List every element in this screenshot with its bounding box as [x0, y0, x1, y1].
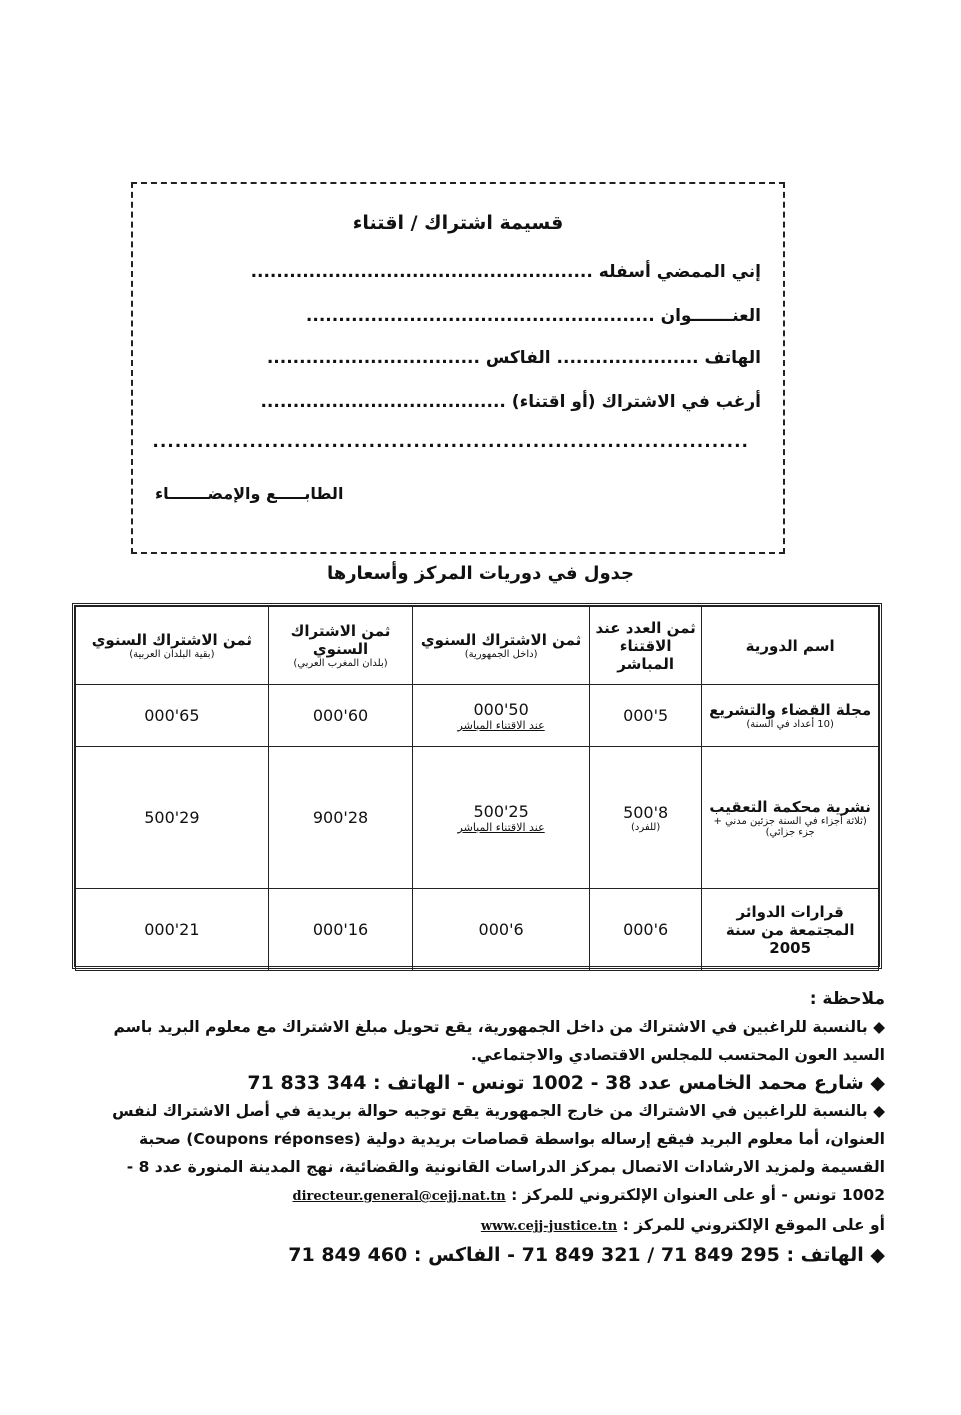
- arab-price: 65'000: [76, 685, 269, 747]
- note-address: ◆ شارع محمد الخامس عدد 38 - 1002 تونس - الهاتف : 344 833 71: [247, 1072, 885, 1094]
- form-line-name: [251, 262, 761, 282]
- name-field[interactable]: .....................................................: [250, 262, 593, 282]
- note-contact: ◆ الهاتف : 295 849 71 / 321 849 71 - الفاكس : 460 849 71: [288, 1244, 885, 1266]
- form-line-extra: [152, 432, 749, 452]
- direct-price: 8'500 (للفرد): [589, 747, 701, 889]
- phone-fax-label: الهاتف ...................... الفاكس: [485, 348, 761, 368]
- direct-price: 5'000: [589, 685, 701, 747]
- note-website: أو على الموقع الإلكتروني للمركز : www.cejj-justice.tn: [480, 1216, 885, 1234]
- direct-price: 6'000: [589, 889, 701, 971]
- name-label: إني الممضي أسفله: [598, 262, 761, 282]
- header-name: اسم الدورية: [702, 607, 879, 685]
- periodical-name: مجلة القضاء والتشريع (10 أعداد في السنة): [702, 685, 879, 747]
- table-row: [76, 747, 879, 889]
- subscribe-label: أرغب في الاشتراك (أو اقتناء): [511, 392, 761, 412]
- extra-field[interactable]: ................................................................................: [152, 432, 749, 452]
- periodical-name: نشرية محكمة التعقيب (ثلاثة أجزاء في السنة جزئين مدني + جزء جزائي): [702, 747, 879, 889]
- fax-field[interactable]: .................................: [266, 348, 480, 368]
- table-title: جدول في دوريات المركز وأسعارها: [326, 563, 635, 584]
- website-link[interactable]: www.cejj-justice.tn: [480, 1219, 618, 1234]
- subscription-form: [131, 182, 785, 554]
- periodicals-table: [72, 603, 882, 969]
- form-line-address: [306, 306, 761, 326]
- form-title: قسيمة اشتراك / اقتناء: [352, 212, 564, 234]
- notes-section: [82, 985, 885, 1269]
- subscribe-field[interactable]: ......................................: [260, 392, 506, 412]
- header-direct-price: ثمن العدد عند الاقتناء المباشر: [589, 607, 701, 685]
- arab-price: 29'500: [76, 747, 269, 889]
- domestic-price: 50'000 عند الاقتناء المباشر: [413, 685, 590, 747]
- header-domestic: ثمن الاشتراك السنوي (داخل الجمهورية): [413, 607, 590, 685]
- address-field[interactable]: ......................................................: [305, 306, 655, 326]
- arab-price: 21'000: [76, 889, 269, 971]
- note-domestic: ◆ بالنسبة للراغبين في الاشتراك من داخل الجمهورية، يقع تحويل مبلغ الاشتراك مع معلوم البريد باسم السيد العون المحتسب للمجلس الاقتصادي والاجتماعي.: [113, 1018, 885, 1064]
- maghreb-price: 16'000: [268, 889, 413, 971]
- table-row: [76, 685, 879, 747]
- address-label: العنـــــــوان: [660, 306, 761, 326]
- email-link[interactable]: directeur.general@cejj.nat.tn: [292, 1189, 506, 1204]
- form-line-phone-fax: [267, 348, 761, 368]
- header-maghreb: ثمن الاشتراك السنوي (بلدان المغرب العربي): [268, 607, 413, 685]
- signature-label: الطابـــــع والإمضـــــــاء: [155, 484, 344, 503]
- domestic-price: 6'000: [413, 889, 590, 971]
- form-line-subscribe: [260, 392, 761, 412]
- table-row: [76, 889, 879, 971]
- notes-title: ملاحظة :: [809, 989, 885, 1009]
- header-arab: ثمن الاشتراك السنوي (بقية البلدان العربية): [76, 607, 269, 685]
- domestic-price: 25'500 عند الاقتناء المباشر: [413, 747, 590, 889]
- periodical-name: قرارات الدوائر المجتمعة من سنة 2005: [702, 889, 879, 971]
- maghreb-price: 60'000: [268, 685, 413, 747]
- note-foreign: ◆ بالنسبة للراغبين في الاشتراك من خارج الجمهورية يقع توجيه حوالة بريدية في أصل الاشتراك لنفس العنوان، أما معلوم البريد فيقع إرساله بواسطة قصاصات بريدية دولية (Coupons réponses) صحبة القسيمة ولمزيد الارشادات الاتصال بمركز الدراسات القانونية والقضائية، نهج المدينة المنورة عدد 8 - 1002 تونس - أو على العنوان الإلكتروني للمركز : directeur.general@cejj.nat.tn: [112, 1102, 885, 1204]
- maghreb-price: 28'900: [268, 747, 413, 889]
- table-header-row: [76, 607, 879, 685]
